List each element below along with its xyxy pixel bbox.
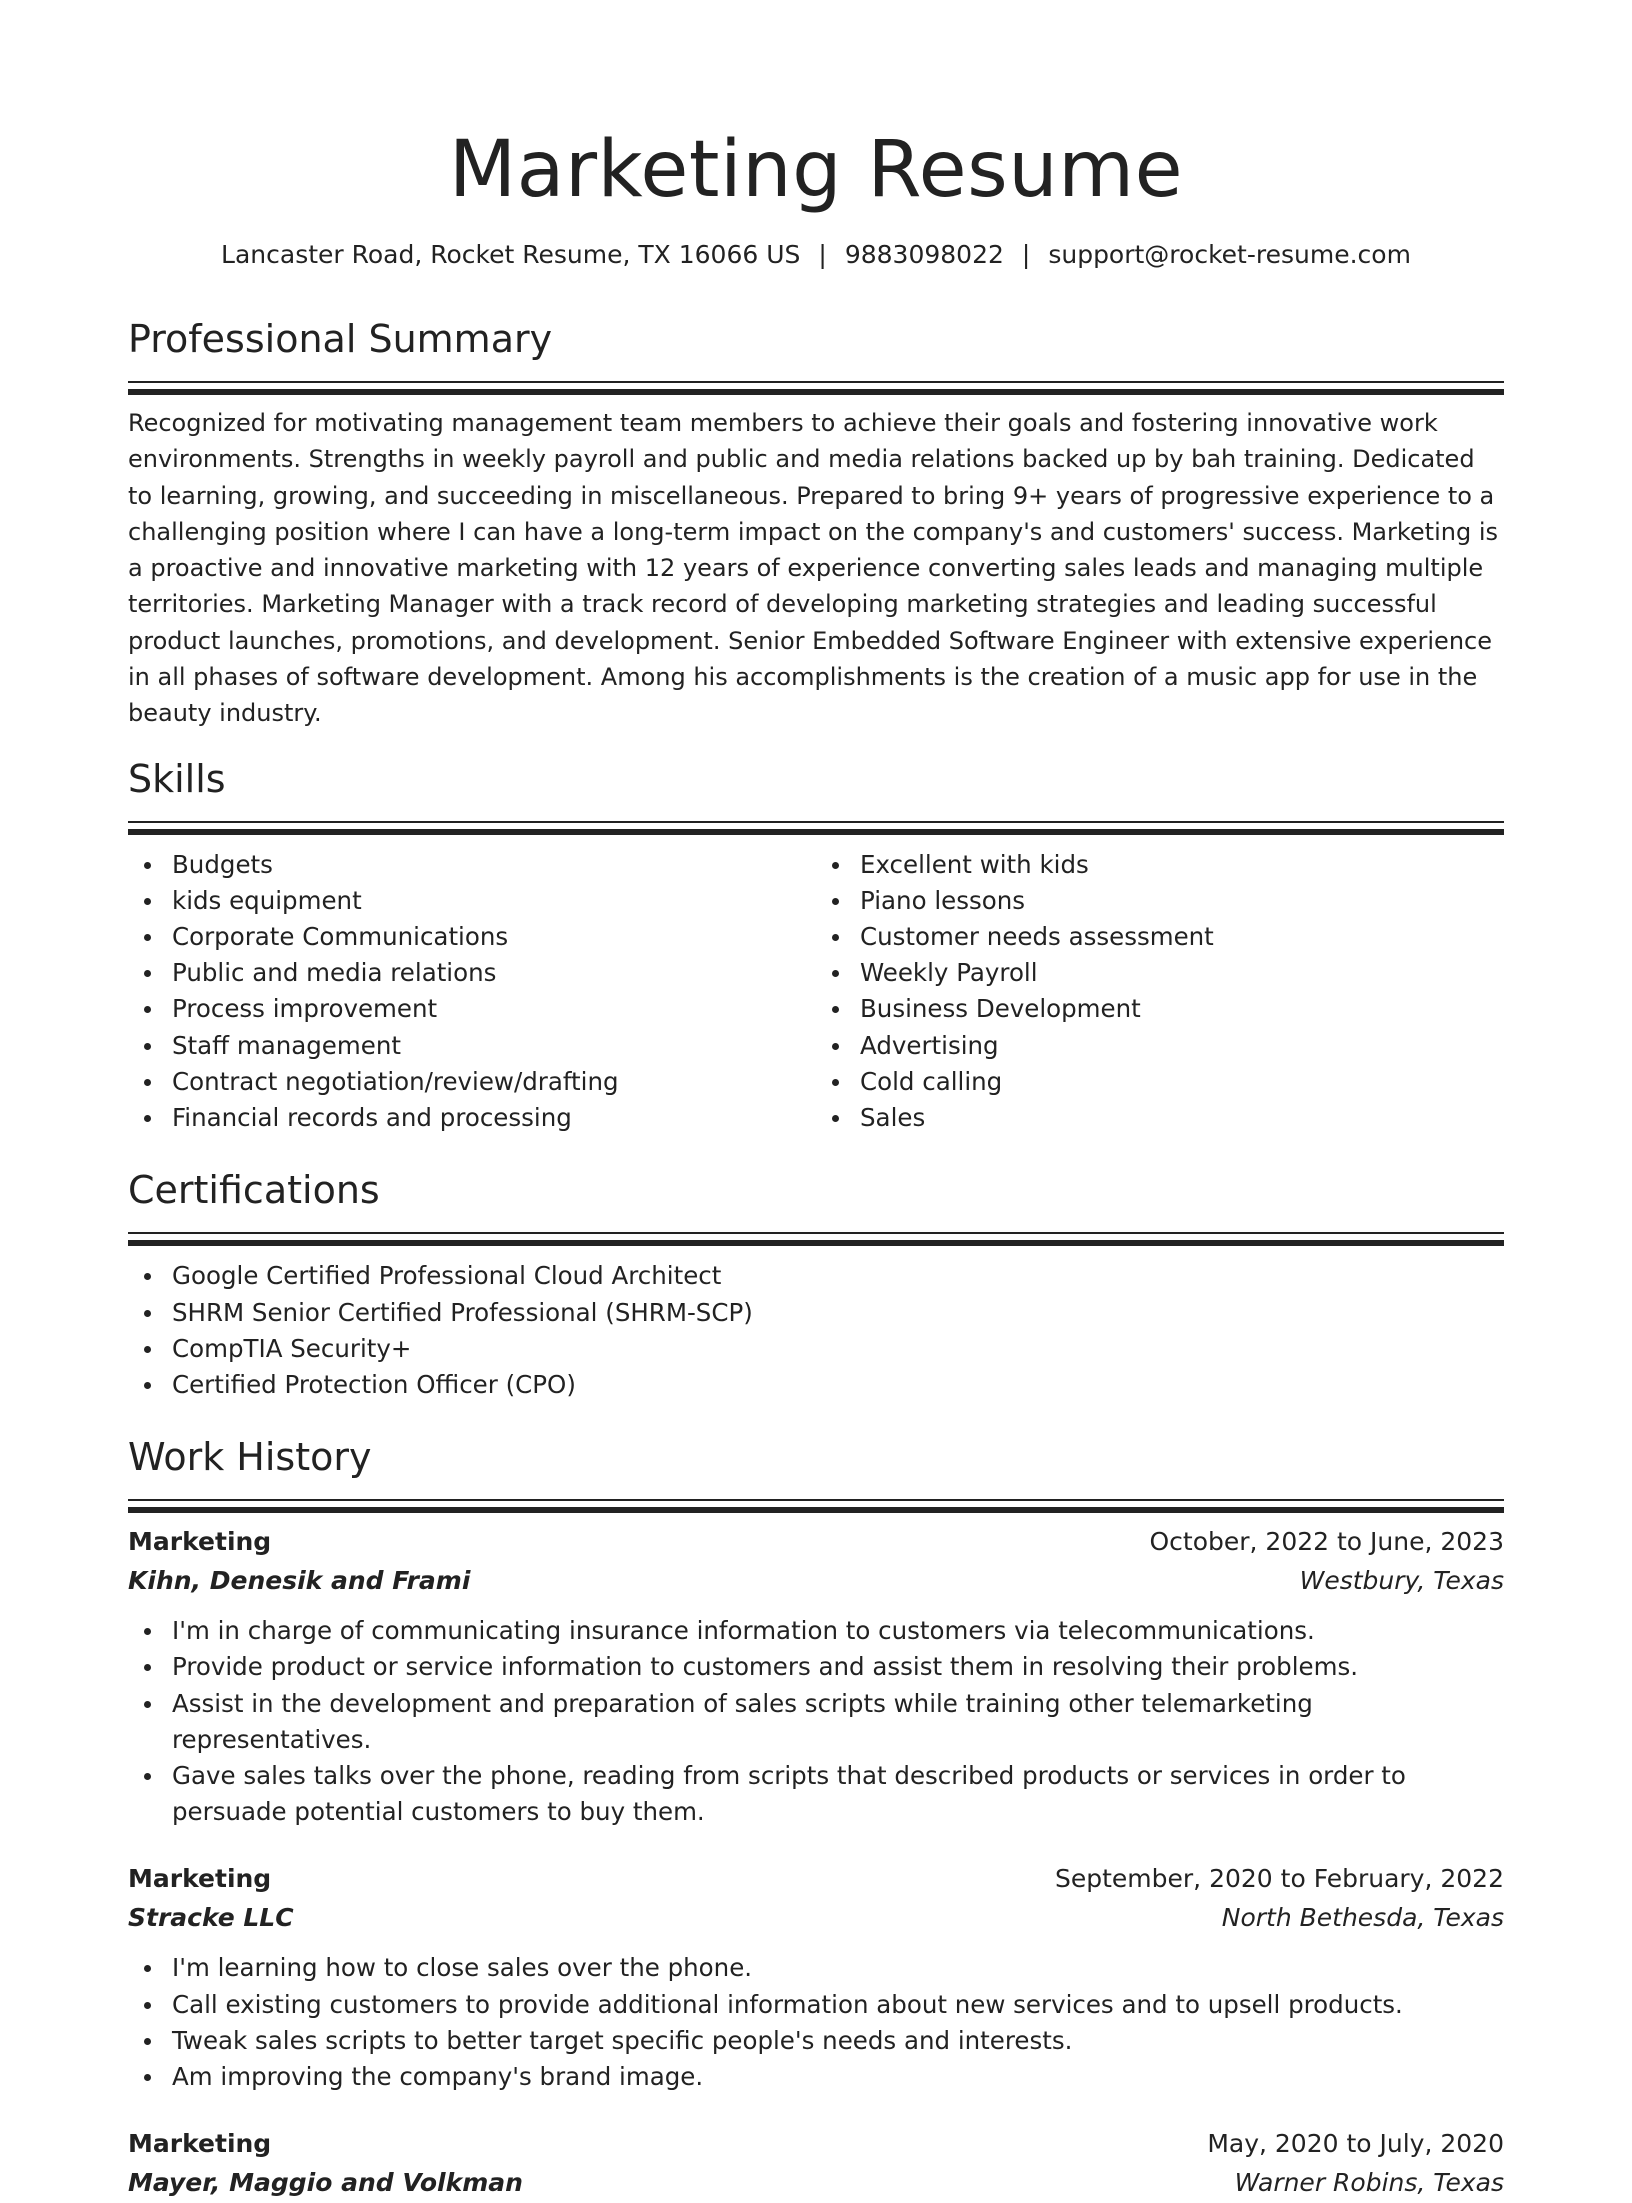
skill-item: Cold calling [816,1064,1504,1100]
certification-item: SHRM Senior Certified Professional (SHRM-SCP) [128,1295,1504,1331]
job-entry [128,2125,1504,2203]
job-location: Westbury, Texas [1299,1566,1504,1596]
job-duties [128,1613,1504,1830]
job-dates: September, 2020 to February, 2022 [1055,1864,1504,1894]
contact-address: Lancaster Road, Rocket Resume, TX 16066 US [221,240,801,269]
skill-item: Public and media relations [128,955,816,991]
summary-text: Recognized for motivating management team members to achieve their goals and fostering innovative work environments. Strengths in weekly payroll and public and media relations backed up by bah training. Dedicated to learning, growing, and succeeding in miscellaneous. Prepared to bring 9+ years of progressive experience to a challenging position where I can have a long-term impact on the company's and customers' success. Marketing is a proactive and innovative marketing with 12 years of experience converting sales leads and managing multiple territories. Marketing Manager with a track record of developing marketing strategies and leading successful product launches, promotions, and development. Senior Embedded Software Engineer with extensive experience in all phases of software development. Among his accomplishments is the creation of a music app for use in the beauty industry. [128,409,1499,728]
section-title-summary: Professional Summary [128,317,553,361]
skills-list-right [816,847,1504,1137]
section-title-certifications: Certifications [128,1168,380,1213]
skill-item: Excellent with kids [816,847,1504,883]
section-divider [128,381,1504,395]
skill-item: Process improvement [128,991,816,1027]
skill-item: Budgets [128,847,816,883]
work-history-section [128,1433,1504,2203]
section-divider [128,821,1504,835]
job-dates: October, 2022 to June, 2023 [1149,1527,1504,1557]
job-duties [128,1950,1504,2095]
section-divider [128,1499,1504,1513]
contact-phone: 9883098022 [844,240,1004,269]
job-subheader [128,1561,1504,1601]
skill-item: kids equipment [128,883,816,919]
contact-line [128,238,1504,272]
job-duty: Gave sales talks over the phone, reading from scripts that described products or services in order to persuade potential customers to buy them. [128,1758,1504,1830]
skill-item: Financial records and processing [128,1100,816,1136]
job-title: Marketing [128,1527,272,1557]
job-subheader [128,2163,1504,2203]
skill-item: Weekly Payroll [816,955,1504,991]
job-duty: I'm in charge of communicating insurance information to customers via telecommunications. [128,1613,1504,1649]
job-duty: Assist in the development and preparation of sales scripts while training other telemarketing representatives. [128,1686,1504,1758]
skill-item: Staff management [128,1028,816,1064]
job-header [128,1523,1504,1561]
resume-name: Marketing Resume [448,125,1184,215]
job-company: Mayer, Maggio and Volkman [128,2168,523,2198]
job-entry [128,1523,1504,1830]
skill-item: Contract negotiation/review/drafting [128,1064,816,1100]
summary-section [128,315,1504,732]
job-dates: May, 2020 to July, 2020 [1207,2129,1504,2159]
skill-item: Advertising [816,1028,1504,1064]
skill-item: Sales [816,1100,1504,1136]
section-divider [128,1232,1504,1246]
certifications-list [128,1258,1504,1403]
skill-item: Piano lessons [816,883,1504,919]
contact-separator: | [818,240,827,269]
job-title: Marketing [128,1864,272,1894]
contact-separator: | [1021,240,1031,269]
section-title-skills: Skills [128,756,226,801]
skills-list-left [128,847,816,1137]
job-title: Marketing [128,2129,272,2159]
section-title-work-history: Work History [128,1435,372,1480]
job-entry [128,1860,1504,2095]
job-company: Kihn, Denesik and Frami [128,1566,471,1596]
job-duty: Call existing customers to provide additional information about new services and to upsell products. [128,1987,1504,2023]
certification-item: Google Certified Professional Cloud Architect [128,1258,1504,1294]
skill-item: Business Development [816,991,1504,1027]
contact-email: support@rocket-resume.com [1048,240,1411,269]
skills-columns [128,847,1504,1137]
job-company: Stracke LLC [128,1903,294,1933]
certifications-section [128,1166,1504,1403]
job-duty: I'm learning how to close sales over the phone. [128,1950,1504,1986]
job-duty: Tweak sales scripts to better target specific people's needs and interests. [128,2023,1504,2059]
job-header [128,2125,1504,2163]
job-subheader [128,1898,1504,1938]
job-location: Warner Robins, Texas [1234,2168,1504,2198]
skill-item: Customer needs assessment [816,919,1504,955]
certification-item: CompTIA Security+ [128,1331,1504,1367]
certification-item: Certified Protection Officer (CPO) [128,1367,1504,1403]
job-duty: Provide product or service information to customers and assist them in resolving their problems. [128,1649,1504,1685]
job-header [128,1860,1504,1898]
skill-item: Corporate Communications [128,919,816,955]
skills-section [128,755,1504,1137]
job-location: North Bethesda, Texas [1221,1903,1504,1933]
job-duty: Am improving the company's brand image. [128,2059,1504,2095]
